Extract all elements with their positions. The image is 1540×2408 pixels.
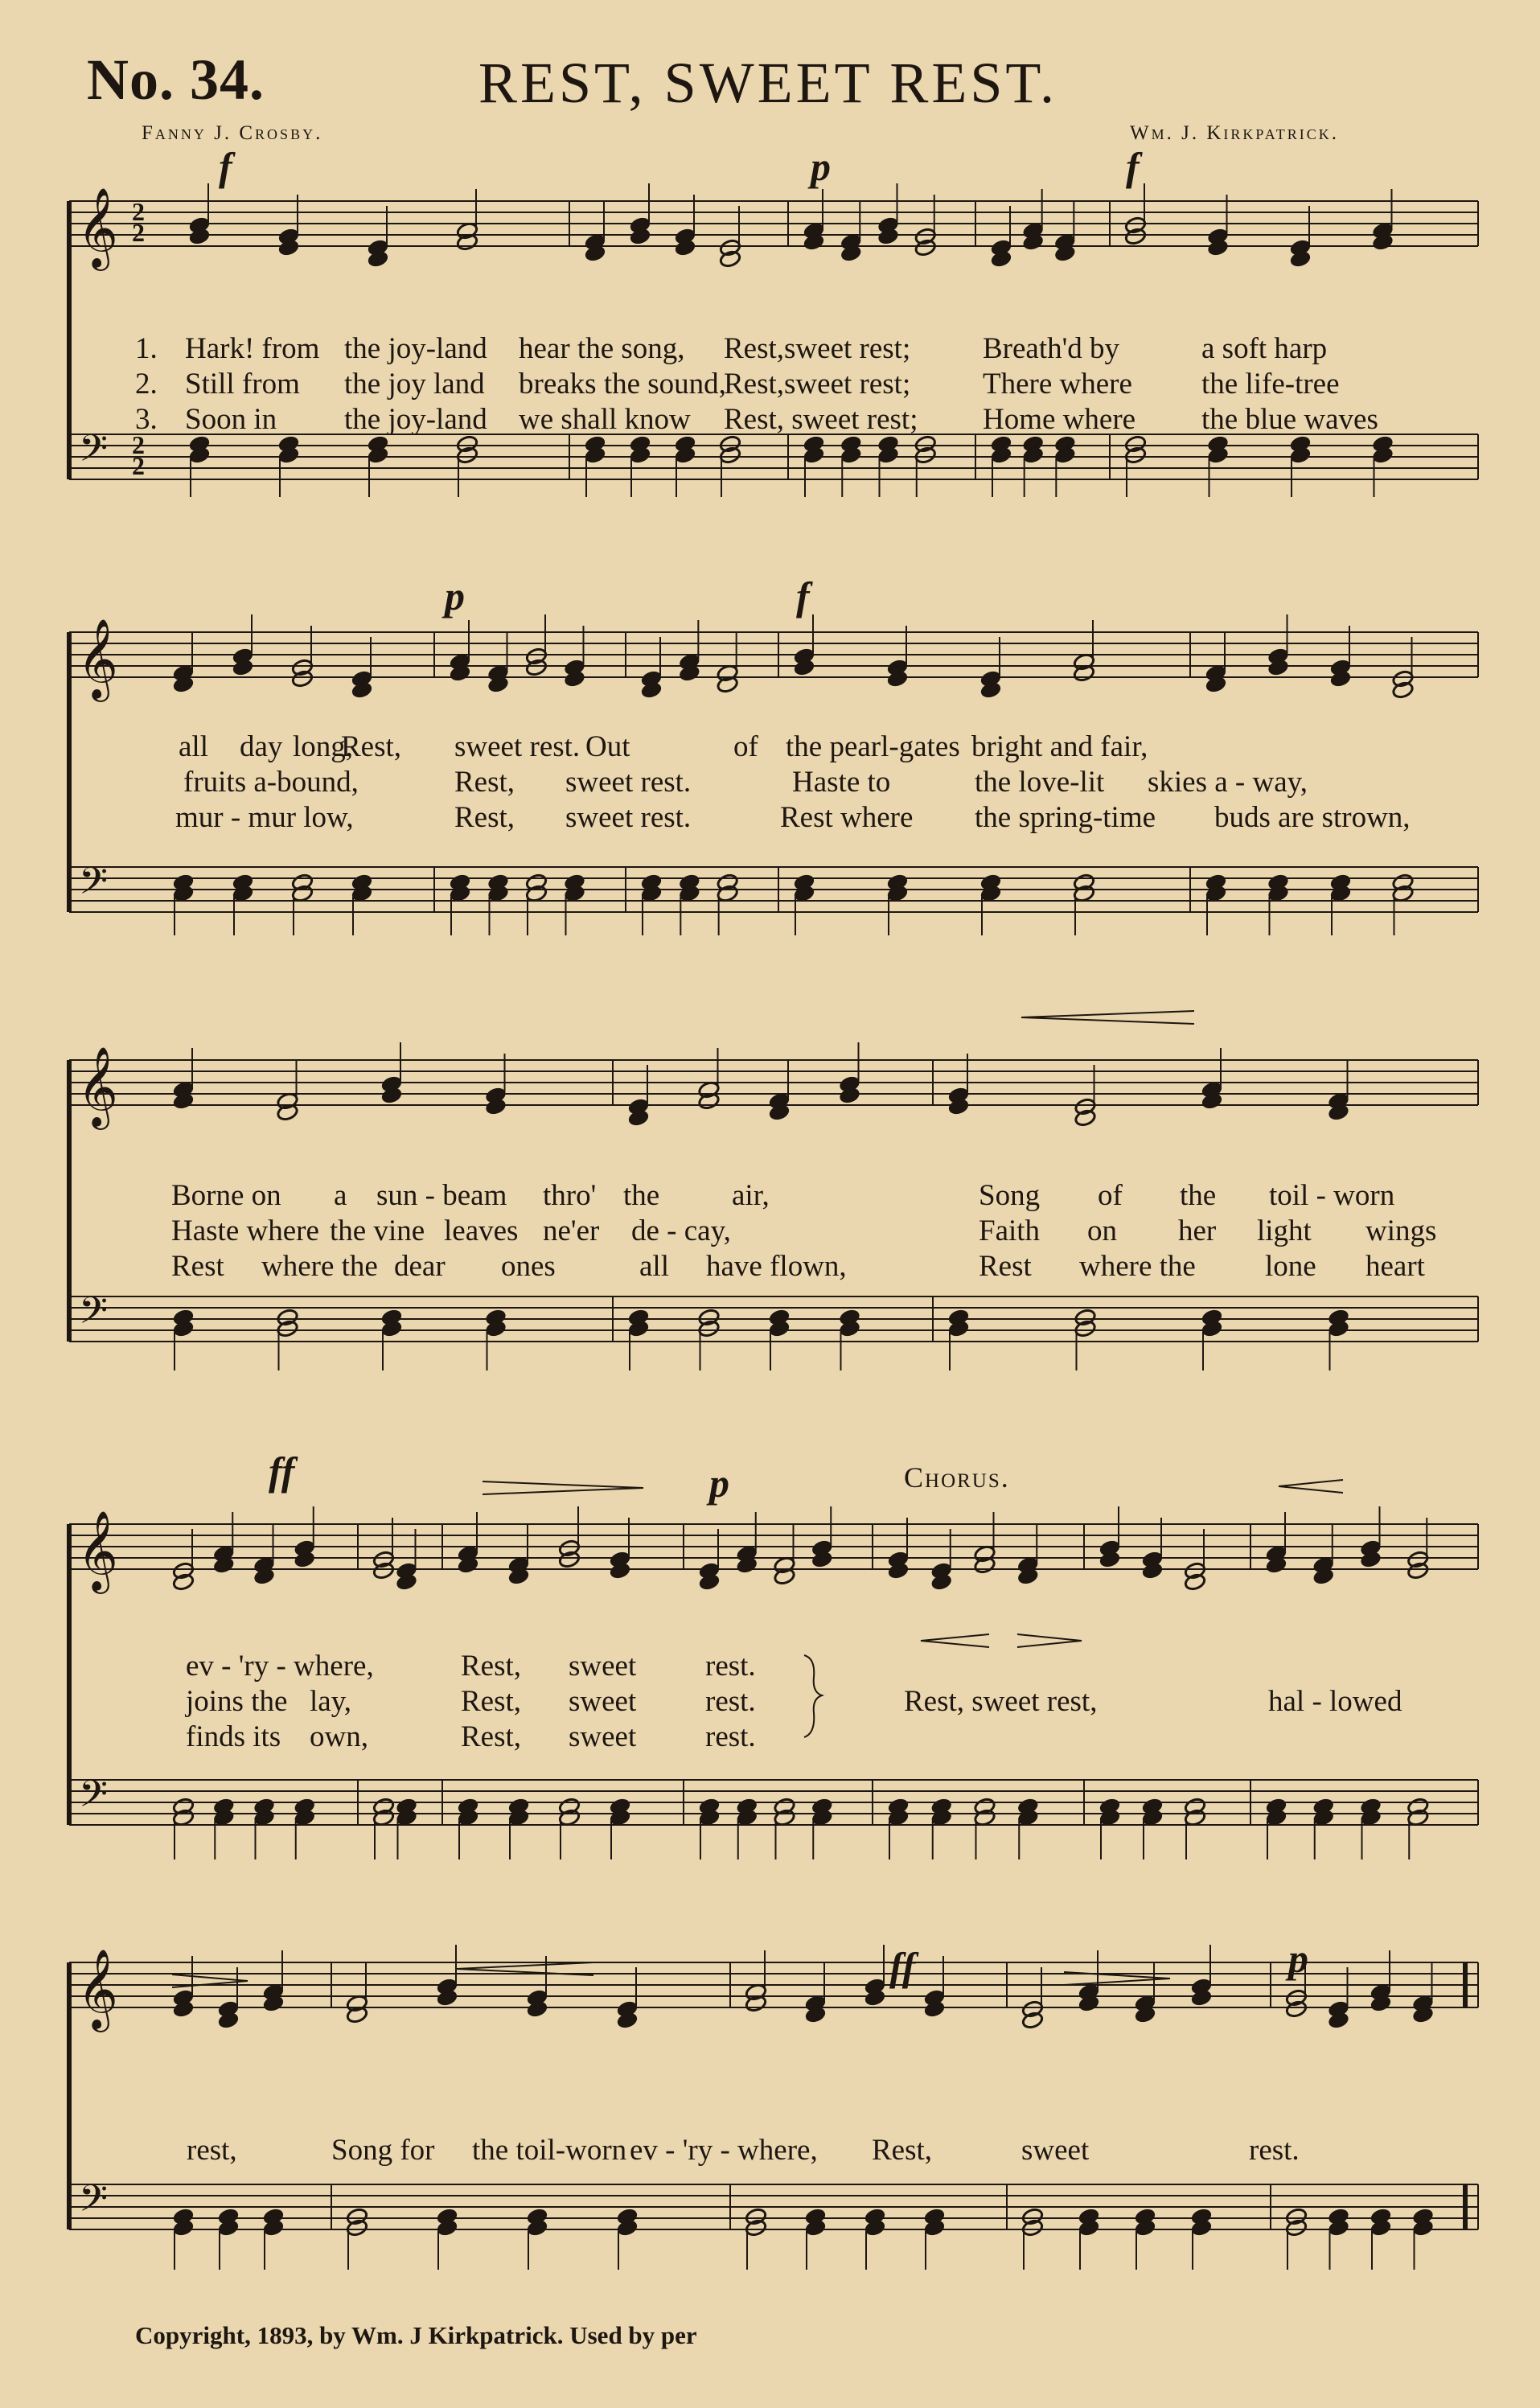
lyric-verse-1: the pearl-gates <box>786 730 960 763</box>
lyric-verse-2: fruits a-bound, <box>183 766 359 799</box>
lyric-verse-3: heart <box>1365 1250 1425 1283</box>
lyric-verse-1: Rest, <box>872 2134 933 2167</box>
lyric-verse-1: Song <box>979 1179 1041 1212</box>
hymn-author: Fanny J. Crosby. <box>142 122 323 144</box>
dynamic-f: f <box>796 573 810 618</box>
crescendo-hairpin <box>921 1634 989 1647</box>
lyric-verse-3: own, <box>310 1720 368 1753</box>
lyric-verse-1: Hark! from <box>185 332 320 365</box>
lyric-verse-2: the life-tree <box>1201 368 1340 401</box>
lyric-verse-2: lay, <box>310 1685 352 1718</box>
lyric-verse-3: sweet rest. <box>565 801 692 834</box>
lyric-verse-1: rest. <box>1249 2134 1300 2167</box>
lyric-verse-1: thro' <box>543 1179 597 1212</box>
lyric-verse-1: bright and fair, <box>971 730 1148 763</box>
lyric-verse-2: ne'er <box>543 1214 600 1247</box>
lyric-verse-2: Haste to <box>792 766 891 799</box>
lyric-verse-2: rest. <box>705 1685 756 1718</box>
lyric-verse-3: Rest, <box>454 801 515 834</box>
lyric-verse-3: have flown, <box>706 1250 847 1283</box>
lyric-verse-2: de - cay, <box>631 1214 731 1247</box>
treble-clef-icon: 𝄞 <box>77 1510 118 1591</box>
lyric-verse-1: a <box>334 1179 347 1212</box>
lyric-verse-1: a soft harp <box>1201 332 1328 365</box>
dynamic-p: p <box>811 144 831 189</box>
lyric-verse-1: of <box>733 730 758 763</box>
chorus-lyric: Rest, sweet rest, <box>904 1685 1098 1718</box>
lyric-verse-2: skies a - way, <box>1148 766 1308 799</box>
hymn-title: REST, SWEET REST. <box>478 51 1058 115</box>
treble-clef-icon: 𝄞 <box>77 1046 118 1127</box>
lyric-verse-3: Rest <box>171 1250 224 1283</box>
time-signature: 2 <box>132 451 145 480</box>
lyric-verse-2: sweet rest. <box>565 766 692 799</box>
lyric-verse-1: of <box>1098 1179 1123 1212</box>
lyric-verse-2: There where <box>983 368 1132 401</box>
treble-clef-icon: 𝄞 <box>77 187 118 268</box>
bass-clef-icon: 𝄢 <box>79 1289 109 1342</box>
lyric-verse-1: sun - beam <box>376 1179 507 1212</box>
lyric-verse-2: joins the <box>186 1685 288 1718</box>
lyric-verse-3: buds are strown, <box>1214 801 1411 834</box>
lyric-verse-2: the vine <box>330 1214 425 1247</box>
lyric-verse-2: Rest, <box>454 766 515 799</box>
lyric-verse-2: the love-lit <box>975 766 1105 799</box>
lyric-verse-3: Rest, <box>461 1720 522 1753</box>
lyric-verse-1: Rest, <box>461 1650 522 1683</box>
lyric-verse-3: Rest <box>979 1250 1032 1283</box>
lyric-verse-1: rest. <box>705 1650 756 1683</box>
lyric-verse-3: mur - mur low, <box>175 801 354 834</box>
lyric-verse-2: Faith <box>979 1214 1041 1247</box>
copyright-notice: Copyright, 1893, by Wm. J Kirkpatrick. Used by per <box>135 2321 697 2349</box>
lyric-verse-3: Rest, sweet rest; <box>724 403 918 436</box>
lyric-verse-3: Soon in <box>185 403 277 436</box>
lyric-verse-1: sweet <box>1021 2134 1090 2167</box>
lyric-verse-1: the joy-land <box>344 332 487 365</box>
lyric-verse-1: Rest, <box>341 730 402 763</box>
lyric-verse-2: 2. <box>135 368 158 401</box>
hymn-composer: Wm. J. Kirkpatrick. <box>1130 122 1339 144</box>
treble-clef-icon: 𝄞 <box>77 1949 118 2029</box>
lyric-verse-3: all <box>639 1250 669 1283</box>
lyric-verse-3: where the <box>261 1250 378 1283</box>
lyric-verse-2: light <box>1257 1214 1312 1247</box>
bass-clef-icon: 𝄢 <box>79 427 109 479</box>
lyric-verse-1: Rest,sweet rest; <box>724 332 911 365</box>
lyric-verse-1: Song for <box>331 2134 435 2167</box>
bass-clef-icon: 𝄢 <box>79 2177 109 2229</box>
lyric-verse-2: on <box>1087 1214 1117 1247</box>
lyric-verse-1: ev - 'ry - where, <box>186 1650 374 1683</box>
dynamic-ff: ff <box>889 1944 916 1989</box>
bass-clef-icon: 𝄢 <box>79 860 109 912</box>
bass-clef-icon: 𝄢 <box>79 1773 109 1825</box>
lyric-verse-3: dear <box>394 1250 446 1283</box>
lyric-verse-1: hear the song, <box>519 332 685 365</box>
lyric-verse-1: all <box>179 730 208 763</box>
lyric-verse-3: ones <box>501 1250 556 1283</box>
lyric-verse-2: the joy land <box>344 368 485 401</box>
chorus-label: Chorus. <box>904 1461 1010 1494</box>
lyric-verse-2: wings <box>1365 1214 1437 1247</box>
hymn-number: No. 34. <box>87 47 265 112</box>
lyric-verse-3: finds its <box>186 1720 281 1753</box>
lyric-verse-3: sweet <box>569 1720 637 1753</box>
time-signature: 2 <box>132 218 145 247</box>
lyric-verse-3: the joy-land <box>344 403 487 436</box>
lyric-verse-3: we shall know <box>519 403 691 436</box>
verse-brace <box>804 1655 822 1737</box>
lyric-verse-1: Borne on <box>171 1179 281 1212</box>
dynamic-p: p <box>709 1461 729 1506</box>
lyric-verse-1: Out <box>585 730 630 763</box>
lyric-verse-3: lone <box>1265 1250 1316 1283</box>
dynamic-f: f <box>219 144 232 189</box>
lyric-verse-1: 1. <box>135 332 158 365</box>
lyric-verse-3: where the <box>1079 1250 1196 1283</box>
lyric-verse-3: the spring-time <box>975 801 1156 834</box>
crescendo-hairpin <box>1279 1480 1343 1493</box>
lyric-verse-2: her <box>1178 1214 1217 1247</box>
lyric-verse-3: the blue waves <box>1201 403 1378 436</box>
lyric-verse-3: 3. <box>135 403 158 436</box>
dynamic-f: f <box>1126 144 1140 189</box>
lyric-verse-1: the toil-worn <box>472 2134 627 2167</box>
lyric-verse-3: Home where <box>983 403 1136 436</box>
dynamic-p: p <box>1288 1936 1308 1981</box>
chorus-lyric: hal - lowed <box>1268 1685 1402 1718</box>
treble-clef-icon: 𝄞 <box>77 618 118 699</box>
lyric-verse-1: long, <box>293 730 354 763</box>
lyric-verse-2: sweet <box>569 1685 637 1718</box>
decrescendo-hairpin <box>1017 1634 1082 1647</box>
decrescendo-hairpin <box>483 1481 643 1494</box>
crescendo-hairpin <box>1021 1011 1194 1024</box>
lyric-verse-1: the <box>623 1179 660 1212</box>
dynamic-ff: ff <box>269 1448 295 1494</box>
lyric-verse-3: rest. <box>705 1720 756 1753</box>
lyric-verse-2: Rest, <box>461 1685 522 1718</box>
lyric-verse-1: Breath'd by <box>983 332 1120 365</box>
lyric-verse-1: ev - 'ry - where, <box>630 2134 818 2167</box>
lyric-verse-2: Rest,sweet rest; <box>724 368 911 401</box>
lyric-verse-1: day <box>240 730 283 763</box>
dynamic-p: p <box>445 573 465 618</box>
lyric-verse-1: sweet rest. <box>454 730 581 763</box>
lyric-verse-1: sweet <box>569 1650 637 1683</box>
lyric-verse-2: breaks the sound, <box>519 368 726 401</box>
lyric-verse-2: leaves <box>444 1214 519 1247</box>
lyric-verse-3: Rest where <box>780 801 914 834</box>
lyric-verse-2: Haste where <box>171 1214 319 1247</box>
lyric-verse-1: the <box>1180 1179 1217 1212</box>
time-signature: 2 <box>132 197 145 226</box>
time-signature: 2 <box>132 430 145 459</box>
lyric-verse-1: rest, <box>187 2134 237 2167</box>
lyric-verse-1: toil - worn <box>1269 1179 1395 1212</box>
lyric-verse-2: Still from <box>185 368 300 401</box>
lyric-verse-1: air, <box>732 1179 770 1212</box>
